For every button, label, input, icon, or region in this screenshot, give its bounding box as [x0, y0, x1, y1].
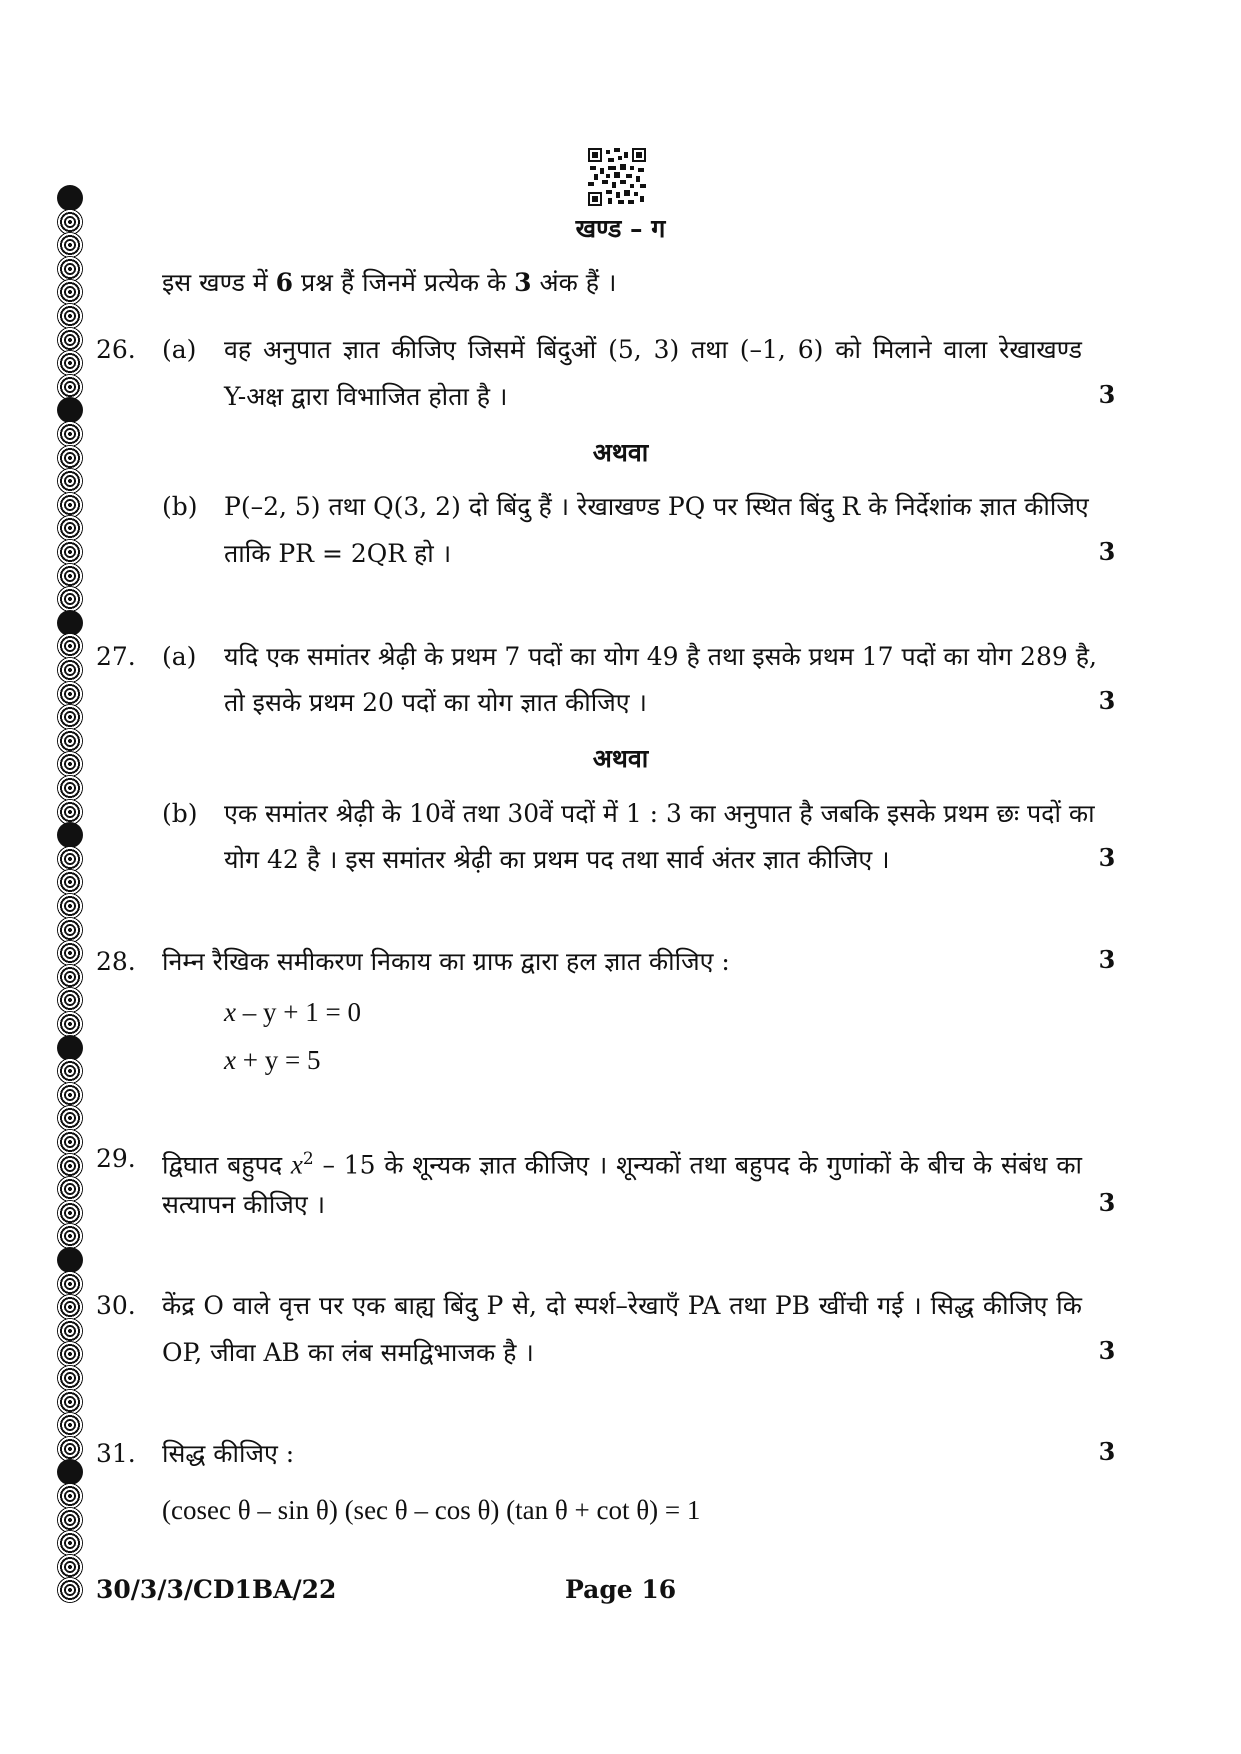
section-instruction: [162, 266, 616, 300]
question-text: केंद्र O वाले वृत्त पर एक बाह्य बिंदु P से, दो स्पर्श–रेखाएँ PA तथा PB खींची गई । सिद्ध कीजिए कि: [162, 1291, 1082, 1320]
section-marks-each: 3: [514, 268, 532, 297]
question-text: योग 42 है । इस समांतर श्रेढ़ी का प्रथम पद तथा सार्व अंतर ज्ञात कीजिए ।: [224, 845, 890, 874]
margin-ring-icon: [57, 1105, 83, 1131]
question-text: Y-अक्ष द्वारा विभाजित होता है ।: [224, 382, 508, 411]
margin-ring-icon: [57, 539, 83, 565]
question-number: 27.: [96, 642, 136, 671]
or-divider: अथवा: [592, 438, 649, 467]
margin-ring-icon: [57, 1058, 83, 1084]
equation-variable: x: [224, 997, 236, 1027]
margin-ring-icon: [57, 1530, 83, 1556]
question-text: सिद्ध कीजिए :: [162, 1439, 295, 1468]
margin-ring-icon: [57, 869, 83, 895]
margin-solid-dot-icon: [57, 397, 83, 423]
marks-value: 3: [1098, 380, 1116, 409]
margin-ring-icon: [57, 633, 83, 659]
question-text: सत्यापन कीजिए ।: [162, 1190, 326, 1219]
margin-ring-icon: [57, 1412, 83, 1438]
margin-ring-icon: [57, 1011, 83, 1037]
margin-ring-icon: [57, 1365, 83, 1391]
margin-ring-icon: [57, 1129, 83, 1155]
section-instruction-text-3: अंक हैं ।: [531, 268, 617, 297]
text-part: द्विघात बहुपद: [162, 1150, 291, 1180]
margin-solid-dot-icon: [57, 822, 83, 848]
option-label: (b): [162, 492, 198, 521]
question-text: ताकि PR = 2QR हो ।: [224, 539, 452, 568]
margin-ring-icon: [57, 1176, 83, 1202]
question-text: तो इसके प्रथम 20 पदों का योग ज्ञात कीजिए ।: [224, 688, 648, 717]
text-part: – 15 के शून्यक ज्ञात कीजिए । शून्यकों तथा बहुपद के गुणांकों के बीच के संबंध का: [313, 1150, 1082, 1180]
margin-ring-icon: [57, 657, 83, 683]
margin-ring-icon: [57, 586, 83, 612]
margin-ring-icon: [57, 303, 83, 329]
equation-1: [224, 995, 361, 1029]
margin-ring-icon: [57, 515, 83, 541]
marks-value: 3: [1098, 1188, 1116, 1217]
question-text: [162, 1142, 1082, 1182]
section-question-count: 6: [275, 268, 294, 297]
margin-ring-icon: [57, 987, 83, 1013]
margin-solid-dot-icon: [57, 1247, 83, 1273]
equation-rest: + y = 5: [235, 1045, 321, 1075]
polynomial-variable: x: [290, 1149, 303, 1180]
margin-ring-icon: [57, 1294, 83, 1320]
section-heading: खण्ड – ग: [575, 214, 666, 243]
question-text: एक समांतर श्रेढ़ी के 10वें तथा 30वें पदों में 1 : 3 का अनुपात है जबकि इसके प्रथम छः पदों का: [224, 799, 1095, 828]
marks-value: 3: [1098, 686, 1116, 715]
footer-page-number: Page 16: [565, 1575, 677, 1604]
question-number: 29.: [96, 1144, 136, 1173]
question-text: P(–2, 5) तथा Q(3, 2) दो बिंदु हैं । रेखाखण्ड PQ पर स्थित बिंदु R के निर्देशांक ज्ञात कीजिए: [224, 492, 1089, 521]
option-label: (a): [162, 335, 197, 364]
question-number: 30.: [96, 1291, 136, 1320]
margin-ring-icon: [57, 704, 83, 730]
section-instruction-text-2: प्रश्न हैं जिनमें प्रत्येक के: [293, 268, 515, 297]
margin-ring-icon: [57, 775, 83, 801]
margin-ring-icon: [57, 279, 83, 305]
question-text: यदि एक समांतर श्रेढ़ी के प्रथम 7 पदों का योग 49 है तथा इसके प्रथम 17 पदों का योग 289 है,: [224, 642, 1097, 671]
question-number: 26.: [96, 335, 136, 364]
margin-ring-icon: [57, 1577, 83, 1603]
marks-value: 3: [1098, 843, 1116, 872]
option-label: (b): [162, 799, 198, 828]
question-text: वह अनुपात ज्ञात कीजिए जिसमें बिंदुओं (5, 3) तथा (–1, 6) को मिलाने वाला रेखाखण्ड: [224, 335, 1082, 364]
footer-paper-code: 30/3/3/CD1BA/22: [96, 1575, 337, 1604]
margin-ring-icon: [57, 1223, 83, 1249]
option-label: (a): [162, 642, 197, 671]
marks-value: 3: [1098, 1437, 1116, 1466]
trig-identity: (cosec θ – sin θ) (sec θ – cos θ) (tan θ + cot θ) = 1: [162, 1495, 701, 1525]
margin-ring-icon: [57, 1341, 83, 1367]
question-number: 28.: [96, 947, 136, 976]
equation-2: [224, 1043, 320, 1077]
margin-ring-icon: [57, 1483, 83, 1509]
margin-ring-icon: [57, 468, 83, 494]
question-text: OP, जीवा AB का लंब समद्विभाजक है ।: [162, 1338, 534, 1367]
margin-ring-icon: [57, 893, 83, 919]
marks-value: 3: [1098, 945, 1116, 974]
equation-variable: x: [224, 1045, 236, 1075]
equation-rest: – y + 1 = 0: [235, 997, 361, 1027]
marks-value: 3: [1098, 1336, 1116, 1365]
question-number: 31.: [96, 1439, 136, 1468]
section-instruction-text-1: इस खण्ड में: [162, 268, 276, 297]
margin-ring-icon: [57, 350, 83, 376]
margin-solid-dot-icon: [57, 1459, 83, 1485]
qr-code-icon: [588, 148, 646, 206]
polynomial-exponent: 2: [302, 1149, 314, 1169]
question-text: निम्न रैखिक समीकरण निकाय का ग्राफ द्वारा हल ज्ञात कीजिए :: [162, 947, 730, 976]
margin-ring-icon: [57, 940, 83, 966]
margin-solid-dot-icon: [57, 185, 83, 211]
or-divider: अथवा: [592, 744, 649, 773]
marks-value: 3: [1098, 537, 1116, 566]
